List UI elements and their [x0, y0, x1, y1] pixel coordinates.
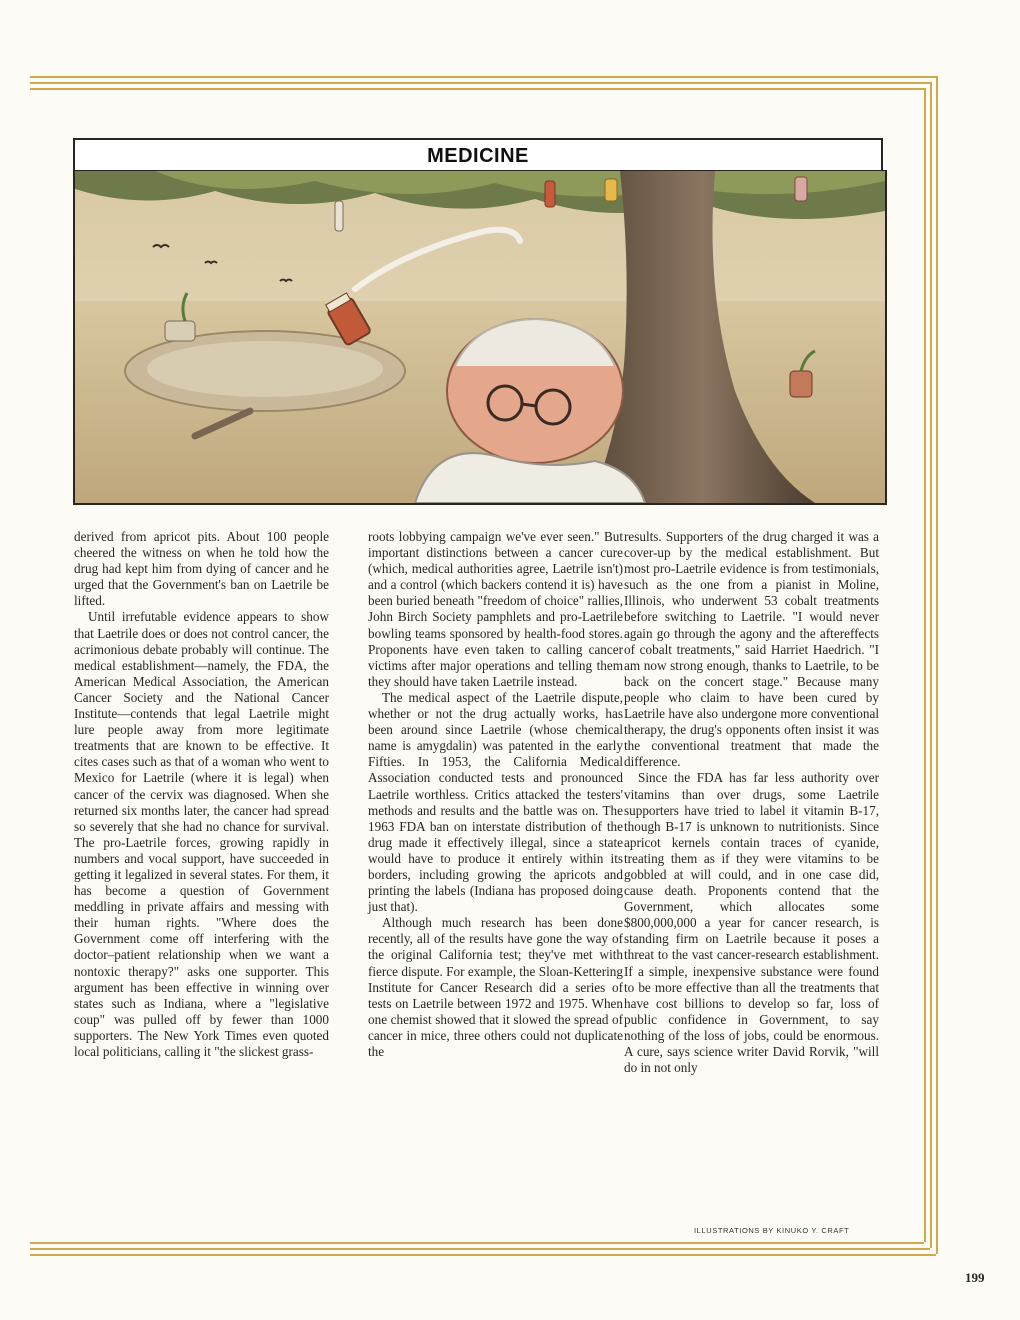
bird-3: [280, 280, 292, 282]
hanging-pill-3: [605, 179, 617, 201]
illustration: [73, 170, 887, 505]
paragraph: Since the FDA has far less authority over vitamins than over drugs, some Laetrile supporters have tried to label it vitamin B-17, though B-17 is unknown to nutritionists. Since apricot kernels contain traces of cyanide, treating them as if they were vitamins to be gobbled at will could, and in one case did, cause death. Proponents contend that the Government, which allocates some $800,000,000 a year for cancer research, is standing firm on Laetrile because it poses a threat to the vast cancer-research establishment. If a simple, inexpensive substance were found to be more effective than all the treatments that have cost billions to develop so far, loss of public confidence in Government, to say nothing of the loss of jobs, could be enormous. A cure, says science writer David Rorvik, "will do in not only: [624, 770, 879, 1076]
frame-rule-right-2: [930, 82, 932, 1248]
frame-rule-bottom-3: [30, 1254, 936, 1256]
text-column-2: [368, 529, 623, 1060]
section-header: [73, 138, 883, 170]
frame-rule-bottom-2: [30, 1248, 930, 1250]
frame-rule-top-2: [30, 82, 930, 84]
paragraph: derived from apricot pits. About 100 people cheered the witness on when he told how the drug had kept him from dying of cancer and he urged that the Government's ban on Laetrile be lifted.: [74, 529, 329, 609]
illustration-credit: ILLUSTRATIONS BY KINUKO Y. CRAFT: [694, 1226, 850, 1235]
page-number: 199: [965, 1270, 985, 1285]
section-title: MEDICINE: [427, 145, 529, 167]
paragraph: The medical aspect of the Laetrile dispute, whether or not the drug actually works, has been around since Laetrile (whose chemical name is amygdalin) was patented in the early Fifties. In 1953, the California Medical Association conducted tests and pronounced Laetrile worthless. Critics attacked the testers' methods and results and the battle was on. The 1963 FDA ban on interstate distribution of the drug made it effectively illegal, since a state would have to produce it entirely within its borders, including growing the apricots and printing the labels (Indiana has proposed doing just that).: [368, 689, 623, 915]
hanging-pill-2: [545, 181, 555, 207]
hanging-pill-4: [795, 177, 807, 201]
text-column-3: [624, 529, 879, 1076]
bird-2: [205, 262, 217, 264]
paragraph: Until irrefutable evidence appears to show that Laetrile does or does not control cancer, the acrimonious debate probably will continue. The medical establishment—namely, the FDA, the American Medical Association, the American Cancer Society and the National Cancer Institute—contends that legal Laetrile might lure people away from more legitimate treatments that are known to be effective. It cites cases such as that of a woman who went to Mexico for Laetrile (where it is legal) when cancer of the cervix was diagnosed. When she returned six months later, the cancer had spread so severely that she had no chance for survival. The pro-Laetrile forces, growing rapidly in numbers and vocal support, have succeeded in getting it legalized in several states. For them, it has become a question of Government meddling in private affairs and messing with their human rights. "Where does the Government come off interfering with the doctor–patient relationship when we want a nontoxic therapy?" asks one supporter. This argument has been effective in winning over states such as Indiana, where a "legislative coup" was pulled off by fewer than 1000 supporters. The New York Times even quoted local politicians, calling it "the slickest grass-: [74, 609, 329, 1059]
frame-rule-bottom-1: [30, 1242, 924, 1244]
frame-rule-top-3: [30, 88, 924, 90]
sprouting-jar-right: [790, 371, 812, 397]
illustration-drawing: [75, 171, 885, 503]
hanging-pill-1: [335, 201, 343, 231]
text-column-1: [74, 529, 329, 1060]
frame-rule-right-3: [924, 88, 926, 1242]
paragraph: roots lobbying campaign we've ever seen." But important distinctions between a cancer cure (which, medical authorities agree, Laetrile isn't) and a control (which backers contend it is) have been buried beneath "freedom of choice" rallies, John Birch Society pamphlets and pro-Laetrile bowling teams sponsored by health-food stores. Proponents have even taken to calling cancer victims after major operations and telling them they should have taken Laetrile instead.: [368, 529, 623, 689]
frame-rule-top-1: [30, 76, 936, 78]
paragraph: results. Supporters of the drug charged it was a cover-up by the medical establishment. But most pro-Laetrile evidence is from testimonials, such as the one from a pianist in Moline, Illinois, who underwent 53 cobalt treatments before switching to Laetrile. "I would never again go through the agony and the aftereffects of cobalt treatments," said Harriet Haedrich. "I am now strong enough, thanks to Laetrile, to be back on the concert stage." Because many people who claim to have been cured by Laetrile have also undergone more conventional therapy, the drug's opponents often insist it was the conventional treatment that made the difference.: [624, 529, 879, 770]
paragraph: Although much research has been done recently, all of the results have gone the way of the original California test; they've met with fierce dispute. For example, the Sloan-Kettering Institute for Cancer Research did a series of tests on Laetrile between 1972 and 1975. When one chemist showed that it slowed the spread of cancer in mice, three others could not duplicate the: [368, 915, 623, 1059]
sprouting-jar-left: [165, 321, 195, 341]
frame-rule-right-1: [936, 76, 938, 1254]
